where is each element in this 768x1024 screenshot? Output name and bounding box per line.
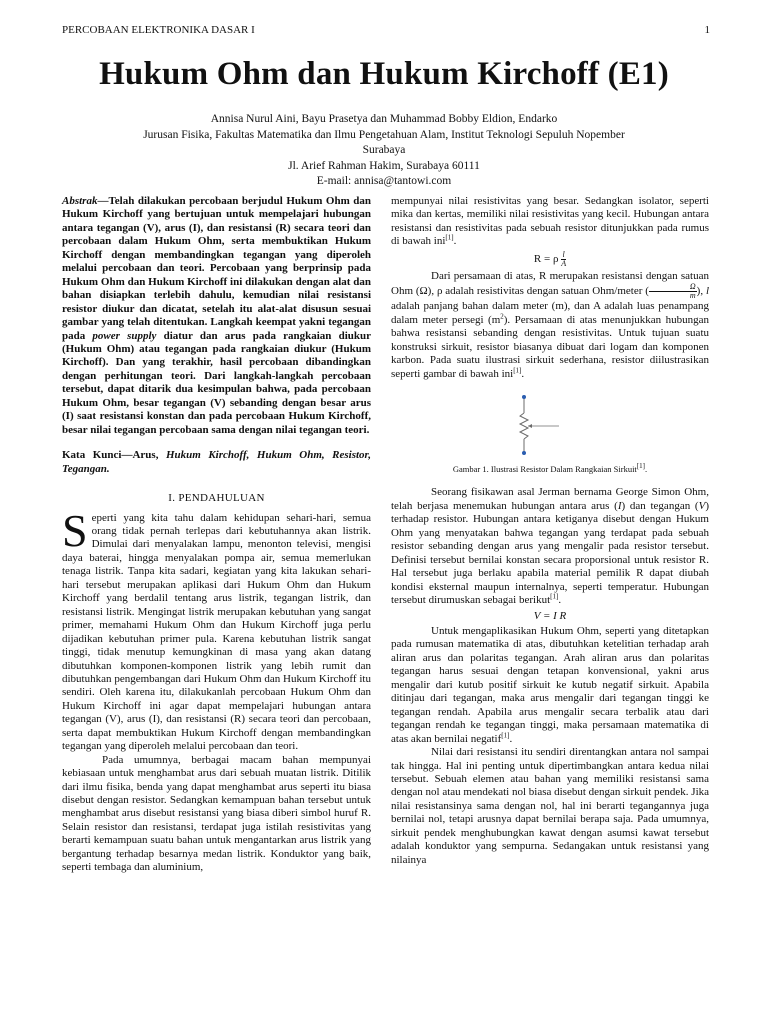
right-paragraph-2a: Dari persamaan di atas, R merupakan resistansi dengan satuan Ohm (Ω), ρ adalah resistivitas dengan satuan Ohm/meter ( [391,269,709,298]
affiliation-line-1: Jurusan Fisika, Fakultas Matematika dan Ilmu Pengetahuan Alam, Institut Teknologi Sepuluh Nopember [143,128,625,141]
right-paragraph-4 [391,625,709,746]
page-number: 1 [704,24,710,36]
right-paragraph-3b: ) dan tegangan ( [621,499,699,512]
var-V: V [698,499,706,512]
resistor-circuit-diagram [391,389,709,459]
right-paragraph-1-text: mempunyai nilai resistivitas yang besar. Sedangkan isolator, seperti mika dan kertas, memiliki nilai resistivitas yang kecil. Hubungan antara resistansi dan resistivitas pada sebuah resistor ditunjukkan pada rumus di bawah ini [391,195,709,248]
unit-numerator: Ω [649,283,697,292]
unit-fraction [649,283,697,300]
unit-denominator: m [689,291,696,301]
abstract-text-2: diatur dan arus pada rangkaian diukur (Hukum Ohm) atau tegangan pada rangkaian diukur (Hukum Kirchoff). Dan yang terakhir, hasil percobaan dibandingkan dengan perhitungan teori. Dari langkah-langkah percobaan tersebut, dapat ditarik dua kesimpulan bahwa, pada percobaan Hukum Ohm, besar tegangan (V) sebanding dengan besar arus (I) saat resistansi konstan dan pada percobaan Hukum Kirchoff, besar nilai tegangan percobaan sama dengan nilai tegangan teori. [62,329,371,436]
equation-resistance-lhs: R = ρ [533,252,559,265]
node-bottom [522,451,526,455]
right-paragraph-3c: ) terhadap resistor. Hubungan antara ketiganya disebut dengan Hukum Ohm yang menyatakan bahwa tegangan yang terdapat pada sebuah resistor sebanding dengan arus yang mengalir pada resistor tersebut. Definisi tersebut bernilai konstan secara proporsional untuk resistor R. Hal tersebut juga berlaku apabila material pemilik R dapat diubah kondisi eksternal maupun internalnya, seperti temperatur. Hubungan tersebut dirumuskan sebagai berikut [391,499,709,607]
superscript-2: 2 [500,312,504,321]
right-paragraph-5: Nilai dari resistansi itu sendiri direntangkan antara nol sampai tak hingga. Hal ini penting untuk dipertimbangkan antara kedua nilai tersebut. Sebuah elemen atau bahan yang memiliki resistansi sama dengan nol atau mendekati nol biasa disebut dengan sirkuit pendek. Jika nilai resistansinya sama dengan nol, hal ini berarti tegangannya juga bernilai nol, tetapi arusnya dapat bernilai berapa saja. Pada umumnya, sirkuit pendek menghubungkan kawat dengan asumsi kawat tersebut adalah konduktor yang sempurna. Sedangakan untuk resistansi yang nilainya [391,746,710,866]
period: . [558,594,562,607]
right-paragraph-2 [391,270,709,381]
citation: [1] [550,592,559,601]
equation-resistance [391,251,709,268]
equation-ohm [391,610,709,623]
right-paragraph-3 [391,486,709,607]
abstract-text-1: Telah dilakukan percobaan berjudul Hukum Ohm dan Hukum Kirchoff yang bertujuan untuk mempelajari hubungan antara tegangan (V), arus (I), dan resistansi (R) secara teori dan percobaan dalam Hukum Ohm, serta membuktikan Hukum Kirchoff dengan membandingkan tegangan yang diperoleh melalui percobaan dan teori. Percobaan yang berprinsip pada Hukum Ohm dan Hukum Kirchoff ini dilakukan dengan alat dan bahan disiapkan terlebih dahulu, kemudian nilai resistansi resistor diukur dan dicatat, setelah itu alat-alat disusun sesuai gambar yang telah ditentukan. Langkah keempat yakni tegangan pada [62,195,371,342]
citation: [1] [445,233,454,242]
paper-title: Hukum Ohm dan Hukum Kirchoff (E1) [99,56,669,92]
figure-resistor [391,389,709,459]
intro-paragraph-1-text: eperti yang kita tahu dalam kehidupan sehari-hari, semua orang tidak pernah terlepas dari kebutuhannya akan listrik. Dimulai dari menyalakan lampu, menonton televisi, mengisi daya baterai, hingga menyalakan pompa air, semua memerlukan tenaga listrik. Tanpa kita sadari, kegiatan yang kita lakukan sehari-hari tersebut merupakan aplikasi dari Hukum Ohm dan Hukum Kirchoff yang berdalil tentang arus listrik, tegangan listrik, dan resistansi listrik. Mengingat listrik merupakan kebutuhan yang sangat primer, memahami Hukum Ohm dan Hukum Kirchoff juga perlu dijadikan kebutuhan primer pula. Karena kebutuhan listrik sangat tinggi, tidak menutup kemungkinan di masa yang akan datang dibutuhkan komponen-komponen listrik yang lebih rumit dan dibutuhkan pengembangan dari Hukum Ohm dan Hukum Kirchoff itu sendiri. Oleh karena itu, dilakukanlah percobaan Hukum Ohm dan Hukum Kirchoff ini agar dapat mempelajari hubungan antara tegangan (V), arus (I), dan resistansi (R) secara teori dan percobaan, serta dapat membuktikan Hukum Kirchoff dengan membandingkan tegangan yang diperoleh melalui percobaan dan teori. [62,511,371,753]
citation: [1] [636,462,645,471]
abstract [62,195,371,437]
author-block [80,112,688,190]
right-column [391,195,709,867]
abstract-label: Abstrak [62,195,98,207]
citation: [1] [513,365,522,374]
equation-ohm-text: V = I R [533,609,567,622]
arrow-icon [528,424,532,428]
resistor-zigzag-icon [520,413,528,439]
author-names: Annisa Nurul Aini, Bayu Prasetya dan Muhammad Bobby Eldion, Endarko [210,113,558,125]
fraction-denominator: A [561,258,567,268]
symbol-l: l [705,285,709,298]
left-column [62,195,371,875]
abstract-italic: power supply [92,329,157,342]
right-paragraph-2d: ). Persamaan di atas menunjukkan hubungan bahwa resistansi sebanding dengan resistivitas. Untuk tujuan suatu konstruksi sirkuit, resistor biasanya dibuat dari logam dan komponen karbon. Pada suatu ilustrasi sirkuit sederhana, resistor diilustrasikan seperti gambar di bawah ini [391,313,709,380]
intro-paragraph-2: Pada umumnya, berbagai macam bahan mempunyai kebiasaan untuk menghambat arus dari sebuah muatan listrik. Ditilik dari ilmu fisika, benda yang dapat menghambat arus seperti itu biasa disebut dengan resistor. Sedangkan kemampuan bahan tersebut untuk menghambat arus disebut resistansi yang biasa diberi simbol huruf R. Selain resistor dan resistansi, terdapat juga istilah resistivitas yang berarti kemampuan suatu bahan untuk mengantarkan arus listrik yang bergantung terhadap besarnya medan listrik. Konduktor yang baik, seperti tembaga dan aluminium, [62,753,371,874]
var-I: I [617,499,622,512]
period: . [644,463,648,474]
keywords [62,449,371,476]
right-paragraph-3a: Seorang fisikawan asal Jerman bernama George Simon Ohm, telah berjasa menemukan hubungan antara arus ( [391,486,709,512]
right-paragraph-2c: adalah panjang bahan dalam meter (m), dan A adalah luas penampang dalam meter persegi (m [391,300,709,326]
citation: [1] [501,730,510,739]
right-paragraph-1 [391,195,709,249]
node-top [522,395,526,399]
equation-resistance-fraction [561,251,566,268]
fraction-numerator: l [562,249,565,259]
period: . [509,732,513,745]
right-paragraph-2b: ), [696,285,706,298]
email: E-mail: annisa@tantowi.com [316,175,452,187]
figure-caption [391,463,709,476]
keywords-label: Kata Kunci—Arus, [62,449,166,462]
affiliation-line-2: Surabaya [362,144,406,156]
intro-paragraph-1 [62,504,371,754]
section-heading-introduction: I. PENDAHULUAN [168,492,265,505]
figure-caption-text: Gambar 1. Ilustrasi Resistor Dalam Rangkaian Sirkuit [452,463,637,474]
period: . [521,367,525,380]
drop-cap: S [62,504,88,556]
keywords-terms: Hukum Kirchoff, Hukum Ohm, Resistor, Tegangan. [62,449,371,475]
running-header [62,24,710,36]
running-title: PERCOBAAN ELEKTRONIKA DASAR I [62,24,255,36]
address: Jl. Arief Rahman Hakim, Surabaya 60111 [288,159,480,172]
right-paragraph-4-text: Untuk mengaplikasikan Hukum Ohm, seperti yang ditetapkan pada rumusan matematika di atas, dibutuhkan ketelitian terhadap arah aliran arus dan polaritas tegangan. Arah aliran arus dan polaritas tegangan harus sesuai dengan tetapan konvensional, yakni arus mengalir dari kutub positif sirkuit ke kutub negatif sirkuit. Apabila ditinjau dari tegangan, maka arus mengalir dari tegangan tinggi ke tegangan rendah. Apabila arus mengalir secara terbalik atau dari tegangan rendah ke tegangan tinggi, maka persamaan matematika di atas akan bernilai negatif [391,624,709,745]
abstract-dash: — [97,195,109,207]
period: . [453,235,457,248]
